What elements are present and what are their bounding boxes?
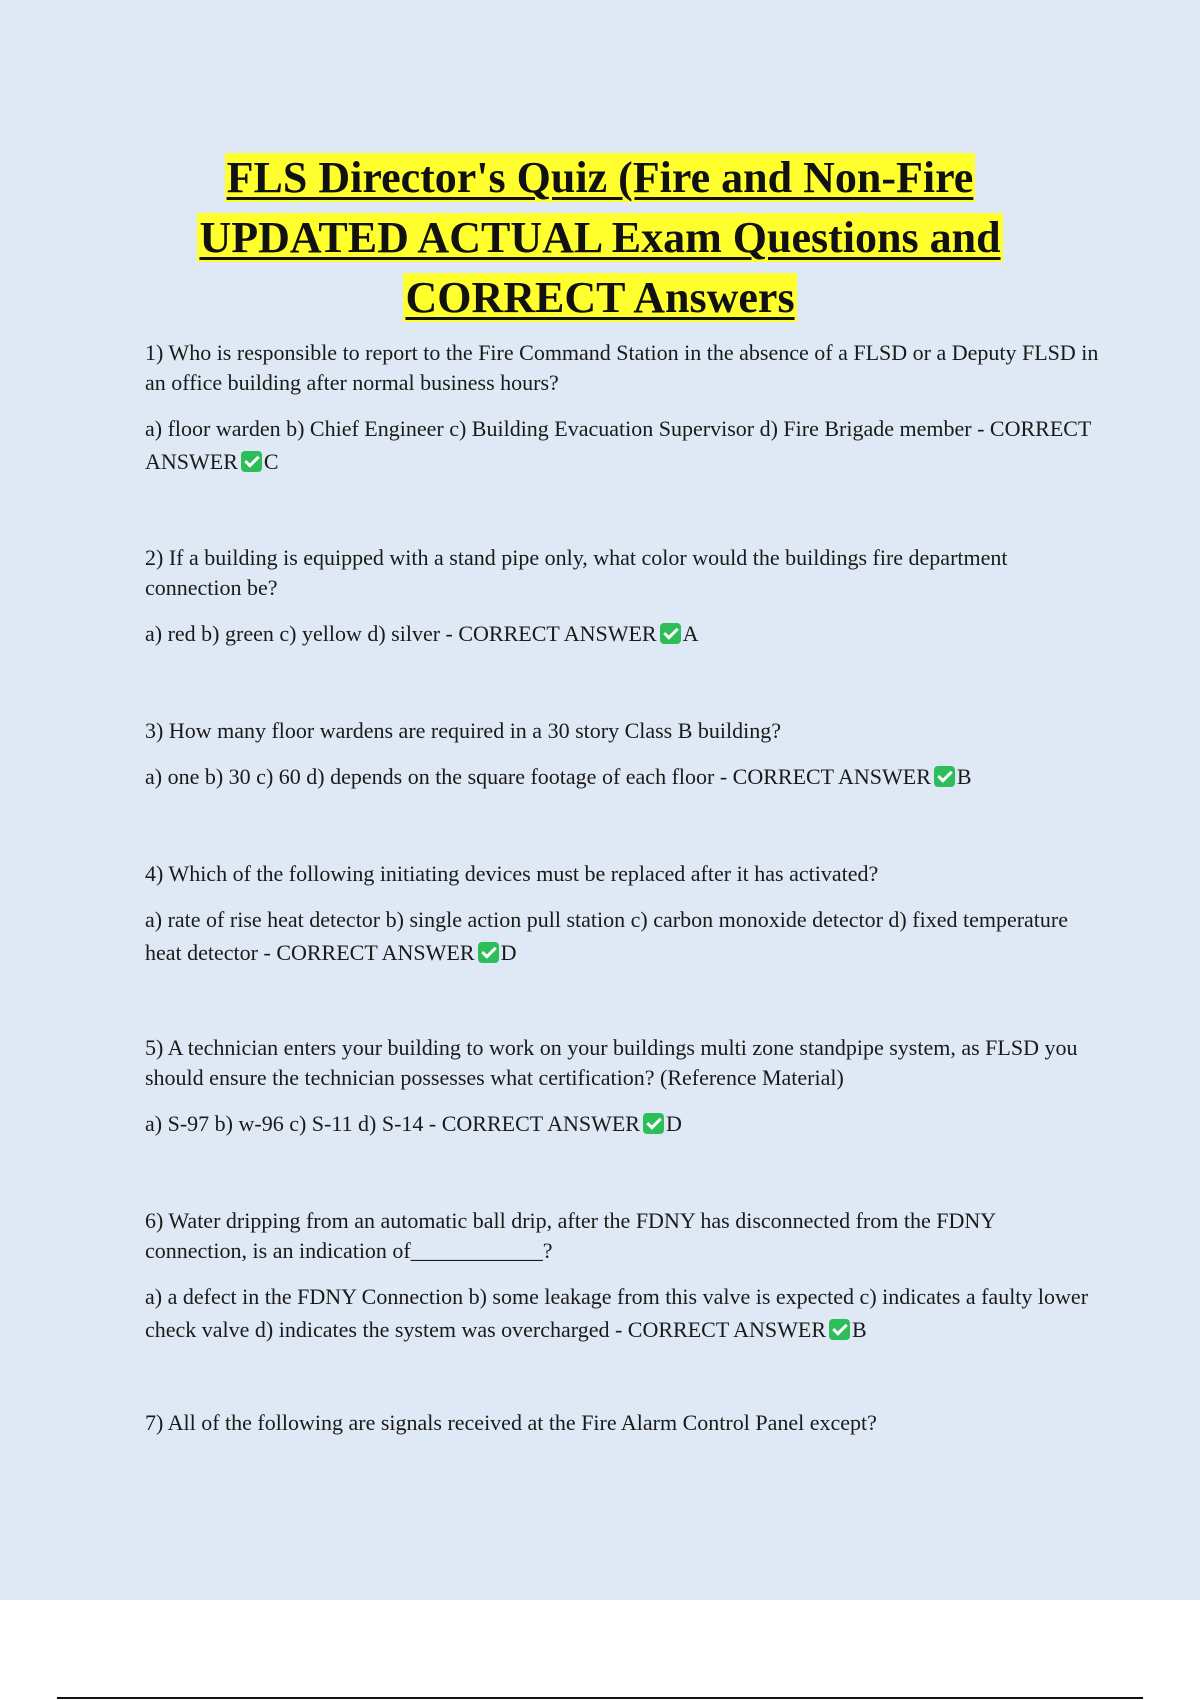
- question-text: 4) Which of the following initiating devices must be replaced after it has activated?: [145, 861, 879, 886]
- answer-line: [145, 903, 1100, 969]
- title-text-1: FLS Director's Quiz (Fire and Non-Fire: [226, 153, 974, 202]
- check-box-icon: [478, 942, 499, 963]
- question-7: [145, 1408, 1100, 1438]
- answer-options: a) one b) 30 c) 60 d) depends on the square footage of each floor - CORRECT ANSWER: [145, 764, 931, 789]
- answer-line: [145, 1107, 1100, 1140]
- answer-options: a) floor warden b) Chief Engineer c) Building Evacuation Supervisor d) Fire Brigade member - CORRECT ANSWER: [145, 416, 1091, 474]
- question-text: 5) A technician enters your building to work on your buildings multi zone standpipe system, as FLSD you should ensure the technician possesses what certification? (Reference Material): [145, 1035, 1078, 1090]
- document-title: [0, 148, 1200, 328]
- question-5: [145, 1033, 1100, 1206]
- check-box-icon: [241, 451, 262, 472]
- title-line-3: [0, 268, 1200, 328]
- question-4: [145, 859, 1100, 1033]
- footer-divider: [57, 1697, 1143, 1699]
- correct-answer: B: [956, 764, 972, 789]
- check-box-icon: [643, 1113, 664, 1134]
- question-6: [145, 1206, 1100, 1408]
- answer-line: [145, 617, 1100, 650]
- question-text: 7) All of the following are signals received at the Fire Alarm Control Panel except?: [145, 1410, 877, 1435]
- answer-options: a) red b) green c) yellow d) silver - CORRECT ANSWER: [145, 621, 657, 646]
- answer-options: a) rate of rise heat detector b) single action pull station c) carbon monoxide detector d) fixed temperature heat detector - CORRECT ANSWER: [145, 907, 1069, 965]
- correct-answer: B: [852, 1317, 867, 1342]
- question-2: [145, 543, 1100, 716]
- title-line-1: [0, 148, 1200, 208]
- answer-line: [145, 412, 1100, 478]
- title-line-2: [0, 208, 1200, 268]
- answer-options: a) S-97 b) w-96 c) S-11 d) S-14 - CORRECT ANSWER: [145, 1111, 640, 1136]
- check-box-icon: [829, 1319, 850, 1340]
- correct-answer: C: [263, 449, 279, 474]
- check-box-icon: [934, 766, 955, 787]
- title-text-3: CORRECT Answers: [405, 273, 795, 322]
- answer-line: [145, 1280, 1100, 1346]
- question-3: [145, 716, 1100, 859]
- title-text-2: UPDATED ACTUAL Exam Questions and: [199, 213, 1001, 262]
- correct-answer: D: [500, 940, 517, 965]
- correct-answer: A: [682, 621, 699, 646]
- answer-line: [145, 760, 1100, 793]
- question-1: [145, 338, 1100, 543]
- check-box-icon: [660, 623, 681, 644]
- answer-options: a) a defect in the FDNY Connection b) some leakage from this valve is expected c) indicates a faulty lower check valve d) indicates the system was overcharged - CORRECT ANSWER: [145, 1284, 1089, 1342]
- question-text: 2) If a building is equipped with a stand pipe only, what color would the buildings fire department connection be?: [145, 545, 1008, 600]
- question-text: 1) Who is responsible to report to the Fire Command Station in the absence of a FLSD or a Deputy FLSD in an office building after normal business hours?: [145, 340, 1099, 395]
- correct-answer: D: [665, 1111, 682, 1136]
- question-list: [145, 338, 1100, 1452]
- question-text: 3) How many floor wardens are required in a 30 story Class B building?: [145, 718, 782, 743]
- question-text: 6) Water dripping from an automatic ball drip, after the FDNY has disconnected from the FDNY connection, is an indication of____________?: [145, 1208, 996, 1263]
